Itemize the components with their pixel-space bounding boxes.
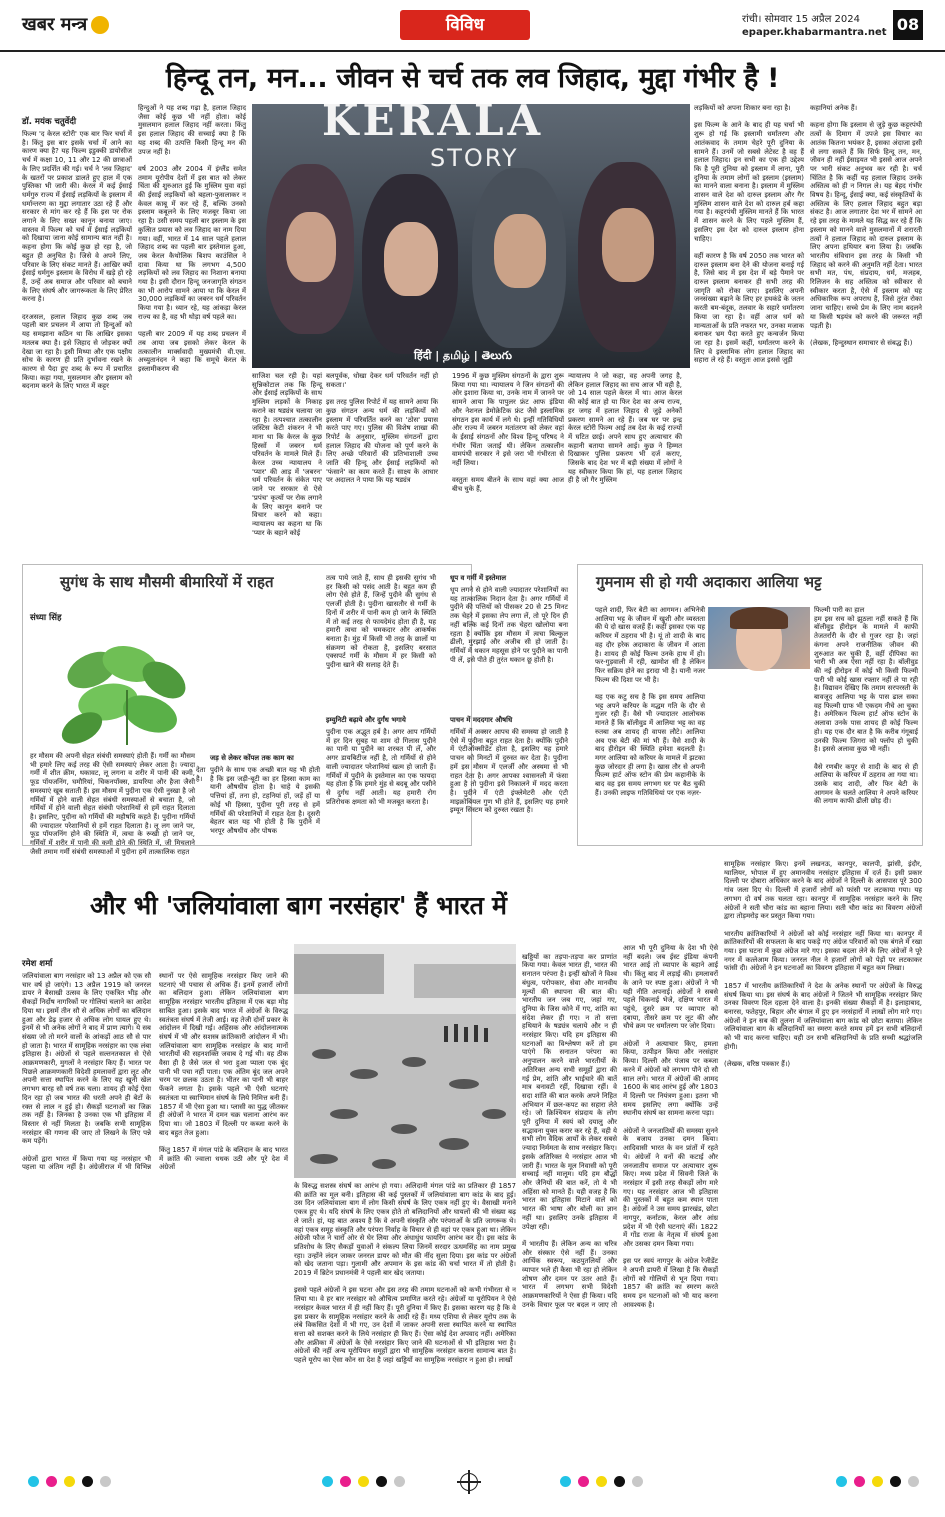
byline-story4: रमेश शर्मा bbox=[22, 959, 53, 969]
color-dot bbox=[596, 1476, 607, 1487]
story4-column-5: सामूहिक नरसंहार किए। इनमें लखनऊ, कानपुर, कालपी, झांसी, इंदौर, ग्वालियर, भोपाल में हुए अमानवीय नरसंहार इतिहास में दर्ज हैं। इसी प्रकार दिल्ली पर दोबारा अधिकार करने के बाद अंग्रेजों ने दिल्ली के आसपास पूरे 300 गांव जला दिए थे। दिल्ली में हजारों लोगों को फांसी पर लटकाया गया। यह लगभग दो वर्ष तक चलता रहा। कानपुर में सामूहिक नरसंहार करने के लिए अंग्रेजों ने सती चौरा कांड का बहाना लिया। सती चौरा कांड का विवरण अंग्रेजों द्वारा तोड़मरोड़ कर प्रस्तुत किया गया। भारतीय क्रांतिकारियों ने अंग्रेजों को कोई नरसंहार नहीं किया था। कानपुर में क्रांतिकारियों की सफलता के बाद पकड़े गए अंग्रेज परिवारों को एक बंगले में रखा गया। इस घटना में कुछ अंग्रेज मारे गए। इसका बदला लेने के लिए अंग्रेजों ने पूरे नगर में कत्लेआम किया। जनरल नील ने हजारों लोगों को पेड़ों पर लटकाकर फांसी दी। अंग्रेजों ने इन घटनाओं का विवरण इतिहास में बहुत कम लिखा। 1857 में भारतीय क्रांतिकारियों ने देश के अनेक स्थानों पर अंग्रेजों के विरुद्ध संघर्ष किया था। इस संघर्ष के बाद अंग्रेजों ने जितने भी सामूहिक नरसंहार किए उनका विवरण दिल दहला देने वाला है। इनकी संख्या सैकड़ों में है। इलाहाबाद, बनारस, फतेहपुर, बिहार और बंगाल में हुए इन नरसंहारों में लाखों लोग मारे गए। अंग्रेजों ने इन सब की तुलना में जलियांवाला बाग कांड को छोटा बताया। लेकिन जलियांवाला बाग के बलिदानियों का स्मरण करते समय हमें इन सभी बलिदानों को भी याद करना चाहिए। यही उन सभी बलिदानियों के प्रति सच्ची श्रद्धांजलि होगी। (लेखक, वरिष्ठ पत्रकार हैं।) bbox=[724, 860, 922, 1069]
story1-column-8: कहानियां अनेक हैं। कहना होगा कि इस्लाम से जुड़े कुछ कट्टरपंथी तत्वों के दिमाग में उपजे इस विचार का आतंक कितना भयंकर है, इसका अंदाजा इसी से लगा सकते हैं कि सिर्फ हिन्दू तन, मन, जीवन ही नहीं ईसाइयत भी इससे आज अपने पर भारी संकट अनुभव कर रही है। चर्च चिंतित है कि कहीं यह हलाल जिहाद उनके अस्तित्व को ही न निगल ले। यह बेहद गंभीर विषय है। हिन्दू, ईसाई क्या, कई संस्कृतियों के अस्तित्व के लिए हलाल जिहाद बहुत बड़ा संकट है। आज लगातार देश भर में सामने आ रहे इस तरह के मामले यह सिद्ध कर रहे हैं कि इस्लाम को मानने वाले मुसलमानों में शरारती तत्वों ने हलाल जिहाद को दारुल इस्लाम के लिए अपना हथियार बना लिया है। जबकि भारतीय संविधान इस तरह के किसी भी जिहाद को करने की अनुमति नहीं देता। भारत सभी मत, पंथ, संप्रदाय, धर्म, मजहब, रिलिजन के सह अस्तित्व को स्वीकार से स्वीकार करता है, ऐसे में इस्लाम को यह अधिकारिक रूप अपराध है, जिसे तुरंत रोका जाना चाहिए। सच्चे प्रेम के लिए नाम बदलने या किसी षड़यंत्र को करने की जरूरत नहीं पड़ती है। (लेखक, हिन्दुस्थान समाचार से संबद्ध हैं।) bbox=[810, 104, 922, 347]
color-dot bbox=[358, 1476, 369, 1487]
story4-column-3: खड्डियों का तड़पा-तड़पा कर प्राणांत किया गया। केवल भारत ही, भारत की सनातन परंपरा है। इन्हीं खोजों ने विश्व बंधुत्व, परोपकार, सेवा और मानवीय मूल्यों की स्थापना की बात की। भारतीय जन जब गए, जहां गए, दुनिया के जिस कोने में गए, शांति का संदेश लेकर ही गए। न तो सत्ता हथियाने के षड्यंत्र चलाये और न ही नरसंहार किए। यदि हम इतिहास की घटनाओं का विश्लेषण करें तो हम पाएंगे कि सनातन परंपरा का अनुपालन करने वाले भारतीयों के अतिरिक्त अन्य सभी समूहों द्वारा की गई प्रेम, शांति और भाईचारे की बातें मात्र बनावटी रहीं, दिखावा रहीं। वे सदा शांति की बात करके अपने निहित अभियान में छल-कपट का सहारा लेते रहे। जो क्रिश्चियन संप्रदाय के लोग पूरी दुनिया में स्वयं को दयालु और सद्भावना युक्त करार कर रहे हैं, वही ये सभी लोग वैदिक आर्यों के लेकर सबसे ज्यादा निर्ममता के साथ नरसंहार किए। इसके अतिरिक्त ये नरसंहार आज भी जारी हैं। भारत के मूल निवासी को पूरी सच्चाई नहीं मालूम। यदि हम बौद्धों और जैनियों की बात करें, तो ये भी अहिंसा को मानते हैं। यही वजह है कि भारत का इतिहास मिटाने वाले को भारत की भाषा और बोली का ज्ञान नहीं था। इसलिए उनके इतिहास में उपेक्षा रही। bbox=[522, 952, 617, 1231]
color-dot bbox=[908, 1476, 919, 1487]
story1-column-4: बलपूर्वक, धोखा देकर धर्म परिवर्तन नहीं हो सकता।' इस तरह पुलिस रिपोर्ट में यह सामने आया कि कुछ संगठन अन्य धर्म की लड़कियों को इस्लाम में परिवर्तित करने का 'ठोस' प्रयास करते पाए गए। पुलिस की विशेष शाखा की रिपोर्ट के अनुसार, मुस्लिम संगठनों द्वारा हलाल जिहाद की योजना को पूर्ण करने के लिए अच्छे परिवारों की प्रतिभाशाली उच्च जाति की हिन्दू और ईसाई लड़कियों को 'फंसाने' का काम करते हैं। साक्ष्य के आधार पर अदालत ने पाया कि यह षड्यंत्र bbox=[326, 372, 438, 485]
logo-text: खबर मन्त्र bbox=[22, 14, 88, 35]
story2-column-4: धूप लगने से होने वाली ज्यादातर परेशानियों का यह तात्कालिक निदान देता है। अगर गर्मियों में पुदीने की पत्तियों को पीसकर 20 से 25 मिनट तक चेहरे में इसका लेप लगा लें, तो पूरे दिन ही नहीं बल्कि कई दिनों तक चेहरा खोलोया बना रहता है क्योंकि इस मौसम में त्वचा बिल्कुल ढीली, मुरझाई और अजीब सी हो जाती है। गर्मियों में थकान महसूस होने पर पुदीने का पानी पी लें, इसे पीते ही तुरंत थकान छू होती है। bbox=[450, 586, 568, 664]
color-dot bbox=[340, 1476, 351, 1487]
subhead-immunity: इम्युनिटी बढ़ाये और दुर्गंध भगाये bbox=[326, 716, 406, 724]
color-dot bbox=[578, 1476, 589, 1487]
headline-mint: सुगंध के साथ मौसमी बीमारियों में राहत bbox=[60, 573, 274, 591]
story3-column-1: पहले शादी, फिर बेटी का आगमन। अभिनेत्री आलिया भट्ट के जीवन में खुशी और व्यस्तता की ये दो खास वजहें हैं। कहीं इसका एक यह करियर में ठहराव भी है। यूं तो शादी के बाद वह दौर हरेक अदाकारा के जीवन में आता है। शायद ही कोई फिल्म उनके हाथ में हो। फर-गुड़वाली में रही, खामोश सी है लेकिन फिर सक्रिय होने का इरादा भी है। यानी नजर फिल्म की दिशा पर भी है। यह एक कटु सच है कि इस समय आलिया भट्ट अपने करियर के मद्धम गति के दौर से गुजर रही हैं। वैसे भी ज्यादातर आलोचक मानते हैं कि बॉलीवुड में आलिया भट्ट का वह रुतबा अब शायद ही वापस लौटे। आलिया अब एक बेटी की मां भी हैं। वैसे शादी के बाद हीरोइन की स्थिति हमेशा बदलती है। मगर आलिया को करियर के मामले में झटका कुछ जोरदार ही लगा है। खास तौर से अपनी फिल्म हार्ट ऑफ स्टोन की प्रेम कहानीके के बाद वह इस समय लगभग घर पर बैठ चुकी हैं। उनकी लाइफ गतिविधियां पर एक नज़र- bbox=[595, 606, 705, 797]
story1-column-1: फिल्म 'द केरल स्टोरी' एक बार फिर चर्चा में है। किंतु इस बार इसके चर्चा में आने का कारण क्या है? यह फिल्म इडुक्की डायोसीज चर्च में कक्षा 10, 11 और 12 की छात्राओं के लिए प्रदर्शित की गई। चर्च ने 'लव जिहाद' के खतरों पर प्रकाश डालते हुए हाल में एक पुस्तिका भी जारी की। केरल में कई ईसाई धर्मगुरु राज्य में ईसाई लड़कियों के इस्लाम में धर्मान्तरण का मुद्दा लगातार उठा रहे हैं और सरकार से मांग कर रहे हैं कि इस पर रोक लगाने के लिए सख्त कानून बनाया जाए। वास्तव में फिल्म को चर्च में ईसाई लड़कियों को दिखाया जाना कोई सामान्य बात नहीं है। कहना होगा कि कोई कुछ हो रहा है, जो बहुत ही अनुचित है। जिसे वे अपने लिए, परिवार के लिए संकट मानते हैं। आखिर क्यों ईसाई धर्मगुरु इस्लाम के विरोध में खड़े हो रहे हैं, उन्हें अब समाज और परिवार को बचाने के लिए संघर्ष और जागरूकता के लिए प्रेरित करना है। दरअसल, हलाल जिहाद कुछ शब्द जब पहली बार प्रचलन में आया तो हिन्दुओं को यह समझाना कठिन था कि आखिर इसका मतलब क्या है। इसे जिहाद से जोड़कर क्यों देखा जा रहा है। इसी मिथ्या और एक पक्षीय सोच के कारण ही प्रति दुर्भावना रखने के कारण से पैदा हुए शब्द के रूप में प्रचारित किया। कहा गया, मुसलमान और इस्लाम को बदनाम करने के लिए भारत में कट्टर bbox=[22, 130, 132, 391]
story2-column-3: तत्व पाये जाते हैं, साथ ही इसकी सुगंध भी हर किसी को पसंद आती है। बहुत कम ही लोग ऐसे होते हैं, जिन्हें पुदीने की सुगंध से एलर्जी होती है। पुदीना खासतौर से गर्मी के दिनों में शरीर में पानी कम हो जाने के स्थिति में तो कई तरह से फायदेमंद होता ही है, यह हमारी त्वचा को चमकदार और आकर्षक बनाता है। मुंह में किसी भी तरह के छालों या संक्रमण को रोकता है, इसलिए बरसात एक्सपर्ट गर्मी के मौसम में हर किसी को पुदीना खाने की सलाह देते हैं। bbox=[326, 574, 436, 670]
mint-leaves-image bbox=[52, 640, 202, 748]
color-dot bbox=[560, 1476, 571, 1487]
poster-subtitle: STORY bbox=[430, 144, 519, 172]
face-3 bbox=[494, 214, 546, 288]
subhead-root-to-shoot: जड़ से लेकर कोंपल तक काम का bbox=[210, 754, 294, 762]
story1-column-5: 1996 में कुछ मुस्लिम संगठनों के द्वारा शुरू किया गया था। न्यायालय ने जिन संगठनों की ओर इशारा किया था, उनके नाम में जानने पर सामने आया कि पापुलर फ्रंट आफ इंडिया और नेशनल डेमोक्रेटिक फ्रंट जैसे इस्लामिक संगठन इस कार्य में लगे थे। इन्हीं गतिविधियों और राज्य में जबरन मतांतरण को लेकर वहां के ईसाई संगठनों और विश्व हिन्दू परिषद ने गंभीर चिंता जताई थी। लेकिन तत्कालीन वामपंथी सरकार ने इसे जरा भी गंभीरता से नहीं लिया। वस्तुतः समय बीतने के साथ वहां क्या आज बीच चुके हैं, bbox=[452, 372, 564, 494]
story1-column-6: न्यायालय ने जो कहा, वह अपनी जगह है, लेकिन हलाल जिहाद का सच आज भी वही है, जो 14 साल पहले केरल में था। आज केरल की कोई बात हो या फिर देश का अन्य राज्य, हर जगह में हलाल जिहाद से जुड़े अनेकों प्रकरण सामने आ रहे हैं। जब घर पर इन्द्र केरल स्टोरी फिल्म आई तब देश के कई राज्यों में घटित छाई। अपने साथ हुए अत्याचार की कहानी बताया सामने आई। कुछ ने हिम्मत दिखाकर पुलिस प्रकरण भी दर्ज कराए, जिसके बाद देश भर में बड़ी संख्या में लोगों ने यह स्वीकार किया कि हां, यह हलाल जिहाद ही है जो गैर मुस्लिम bbox=[568, 372, 682, 485]
color-dot bbox=[872, 1476, 883, 1487]
face-2 bbox=[384, 222, 438, 296]
color-dot bbox=[28, 1476, 39, 1487]
color-dot bbox=[376, 1476, 387, 1487]
story2-column-1-end: देता है। bbox=[196, 766, 206, 783]
page-number: 08 bbox=[893, 10, 923, 40]
color-dot bbox=[836, 1476, 847, 1487]
story2-col-intro-space bbox=[30, 628, 195, 642]
color-dot bbox=[632, 1476, 643, 1487]
story1-column-3: साजिश चल रही है। यहां सुन्निकोटाल तक कि हिन्दू और ईसाई लड़कियों के साथ मुस्लिम लड़कों के निकाह कराने का षड्यंत्र चलाया जा रहा है। तत्पश्चात तत्कालीन जस्टिस केटी शंकरन ने भी माना था कि केरल के कुछ हिस्सों में जबरन धर्म परिवर्तन के मामले मिले हैं। केरल उच्च न्यायालय ने 'प्यार' की आड़ में 'जबरन' धर्म परिवर्तन के संकेत पाए जाने पर सरकार से ऐसे 'प्रपंच' कृत्यों पर रोक लगाने के लिए कानून बनाने पर विचार करने को कहा। न्यायालय का कहना था कि 'प्यार के बहाने कोई bbox=[252, 372, 322, 537]
story2-column-1: हर मौसम की अपनी सेहत संबंधी समस्याएं होती हैं। गर्मी का मौसम भी हमारे लिए कई तरह की ऐसी समस्याएं लेकर आता है। ज्यादा गर्मी में शीत क्रीम, थकावट, लू लगना व शरीर में पानी की कमी, फूड पॉयजनिंग, घमौरियां, चिकनपॉक्स, डायरिया और हैजा जैसी समस्याएं खूब सताती हैं। इस मौसम में पुदीना एक ऐसी नुस्खा है जो गर्मियों में होने वाली सेहत संबंधी समस्याओं से बचाता है, जो गर्मियों में होने वाली सेहत संबंधी परेशानियों से हमें राहत दिलाता है। इसलिए, पुदीना को गर्मियों की महौषधि कहते हैं। पुदीना गर्मियों की ज्यादातर परेशानियों से हमें राहत दिलाता है। लू लग जाने पर, फूड पॉयजनिंग होने की स्थिति में, त्वचा के रूखी हो जाने पर, गर्मियों में शरीर में पानी की कमी होने की स्थिति में, जी मिचलाने जैसी तमाम गर्मी संबंधी समस्याओं में पुदीना हमें तात्कालिक राहत bbox=[30, 752, 195, 856]
masthead bbox=[0, 0, 945, 52]
byline-story2: संध्या सिंह bbox=[30, 613, 62, 623]
byline-story1: डॉ. मयंक चतुर्वेदी bbox=[22, 117, 77, 127]
story1-column-2: हिन्दुओं ने यह शब्द गढ़ा है, हलाल जिहाद जैसा कोई कुछ भी नहीं होता। कोई मुसलमान हलाल जिहाद नहीं करता। किंतु इस हलाल जिहाद की सच्चाई क्या है कि यह शब्द की उत्पत्ति किसी हिन्दू मन की उपज नहीं है। वर्ष 2003 और 2004 में इंग्लैंड समेत तमाम यूरोपीय देशों में इस बात को लेकर चिंता की शुरुआत हुई कि मुस्लिम युवा वहां की ईसाई लड़कियों को बहला-फुसलाकर न केवल काबू में कर रहे हैं, बल्कि उनको इस्लाम कबूलने के लिए मजबूर किया जा रहा है। उसी समय पहली बार इस्लाम के इस कुत्सित प्रयास को लव जिहाद का नाम दिया गया। वहीं, भारत में 14 साल पहले हलाल जिहाद शब्द का पहली बार इस्तेमाल हुआ, जब केरल कैथोलिक बिशप काउंसिल ने दावा किया था कि लगभग 4,500 लड़कियों को लव जिहाद का निशाना बनाया गया है। इसी दौरान हिन्दू जनजागृति संगठन का भी आरोप सामने आया था कि केरल में 30,000 लड़कियों का जबरन धर्म परिवर्तन किया गया है। ध्यान रहे, यह आंकड़ा केरल राज्य का है, वह भी थोड़ा वर्ष पहले का। पहली बार 2009 में यह शब्द प्रचलन में तब आया जब इसको लेकर केरल के तत्कालीन मार्क्सवादी मुख्यमंत्री वी.एस. अच्युतानंदन ने कहा कि समूचे केरल के इस्लामीकरण की bbox=[138, 104, 246, 374]
story2-column-3b: पुदीना एक अद्भुत हर्ब है। अगर आप गर्मियों में हर दिन सुबह या शाम दो गिलास पुदीने का पानी या पुदीने का शरबत पी लें, और अगर डायबिटीज नहीं है, तो गर्मियों से होने वाली ज्यादातर परेशानियां खत्म हो जाती हैं। गर्मियों में पुदीने के इस्तेमाल का एक फायदा यह होता है कि हमारे मुंह से बदबू और पसीने से दुर्गंध नहीं आती। यह हमारी रोग प्रतिरोधक क्षमता को भी मजबूत करता है। bbox=[326, 728, 436, 806]
subhead-sun-heat: धूप व गर्मी में इस्तेमाल bbox=[450, 574, 507, 582]
color-dot bbox=[64, 1476, 75, 1487]
poster-languages: हिंदी | தமிழ் | తెలుగు bbox=[414, 349, 512, 362]
color-dot bbox=[614, 1476, 625, 1487]
section-tab[interactable]: विविध bbox=[400, 10, 530, 40]
story2-column-4b: गर्मियों में अक्सर आपच की समस्या हो जाती है ऐसे में पुदीना बहुत राहत देता है। क्योंकि पुदीने में एंटीऑक्सीडेंट होता है, इसलिए यह हमारे पाचन को मिनटों में दुरुस्त कर देता है। पुदीना हमें इस मौसम में एलर्जी और अस्थमा से भी राहत देता है। अगर आपका श्वासनली में फंसा हुआ है तो पुदीना इसे निकालने में मदद करता है। पुदीने में एंटी इंफ्लेमेटरी और एंटी माइक्रोबियल गुण भी होते हैं, इसलिए यह हमारे इम्यून सिस्टम को दुरुस्त रखता है। bbox=[450, 728, 568, 815]
color-dot bbox=[394, 1476, 405, 1487]
poster-title: KERALA bbox=[322, 96, 545, 145]
color-dot bbox=[854, 1476, 865, 1487]
face-1 bbox=[286, 212, 336, 282]
face-4 bbox=[602, 208, 654, 282]
story3-column-2: फिल्मी पारी का हाल हम इस सच को झुठला नहीं सकते हैं कि बॉलीवुड हीरोइन के मामले में काफी तेजतर्रारी के दौर से गुजर रहा है। जहां कंगना अपने राजनीतिक जीवन की शुरुआत कर चुकी हैं, वहीं दीपिका का भारी भी अब ऐसा नहीं रहा है। बॉलीवुड की नई हीरोइन में कोई भी किसी फिल्मी पारी भी कोई खास रफ्तार नहीं ले पा रही है। विद्यावन देखिए कि तमाम सरपरस्ती के बावजूद आलिया भट्ट के पास ढाल सका वह फिल्मी ग्राफ भी एकदम नीचे आ चुका है। अमेरिकन फिल्म हार्ट ऑफ स्टोन के अलावा उनके पास शायद ही कोई फिल्म हो। यह एक दौर बात है कि करीब गंगूबाई उनकी फिल्म जिगरा को फ्लॉप हो चुकी है। इससे अलावा कुछ भी नहीं। वैसे रणबीर कपूर से शादी के बाद से ही आलिया के करियर में ठहराव आ गया था। उसके बाद शादी, और फिर बेटी के आगमन के चलते आलिया ने अपने करियर की लगाम काफी ढीली छोड़ दी। bbox=[814, 606, 918, 806]
kerala-story-poster bbox=[252, 96, 690, 368]
headline-love-jihad: हिन्दू तन, मन... जीवन से चर्च तक लव जिहाद, मुद्दा गंभीर है ! bbox=[165, 63, 780, 94]
actress-photo bbox=[708, 607, 810, 669]
logo-badge-icon bbox=[91, 16, 109, 34]
site-link[interactable]: epaper.khabarmantra.net bbox=[742, 27, 887, 38]
story4-column-4: में भारतीय हैं। लेकिन अन्य का चरित्र और संस्कार ऐसे नहीं हैं। उनका आर्थिक स्वरूप, कठपुतलियों और व्यापार भले ही कैसा भी रहा हो लेकिन शोषण और दमन पर उतर आते हैं। भारत में लगभग सभी विदेशी आक्रमणकारियों ने ऐसा ही किया। यदि उनके विचार फूल पर बदल न जाए तो आज भी पूरी दुनिया के देश भी ऐसे नहीं बदले। जब ईस्ट इंडिया कंपनी भारत आई तो व्यापार के बहाने आई थी। किंतु बाद में लड़ाई की। हमलावरों के आने पर स्पष्ट हुआ। अंग्रेजों ने भी यही नीति अपनाई। अंग्रेजों ने सबसे पहले चिकनाई भेजे, दक्षिण भारत में पहुंचे, दुसरे क्रम पर व्यापार को दबाया, तीसरे क्रम पर लूट की और चौथे क्रम पर धर्मांतरण पर जोर दिया। अंग्रेजों ने अत्याचार किए, हमला किया, उत्पीड़न किया और नरसंहार किया। दिल्ली और पंजाब पर कब्जा करने में अंग्रेजों को लगभग पौने दो सौ साल लगे। भारत में अंग्रेजों की आमद 1600 के बाद आरंभ हुई और 1803 में दिल्ली पर नियंत्रण हुआ। इतना भी समय इसलिए लगा क्योंकि उन्हें स्थानीय संघर्ष का सामना करना पड़ा। अंग्रेजों ने जनजातियों की समस्या सुनने के बजाय उनका दमन किया। आदिवासी भारत के वन प्रांतों में रहते थे। अंग्रेजों ने वनों की कटाई और जनजातीय समाज पर अत्याचार शुरू किए। मध्य प्रदेश में सिवनी जिले के नरसंहार में इसी तरह सैकड़ों लोग मारे गए। यह नरसंहार आज भी इतिहास की पुस्तकों में बहुत कम स्थान पाता है। अंग्रेजों ने उस समय झारखंड, छोटा नागपुर, कर्नाटक, केरल और आंध्र प्रदेश में भी ऐसी घटनाएं कीं। 1822 में गोंड राजा के नेतृत्व में संघर्ष हुआ और उसका दमन किया गया। इस पर स्वयं नागपुर के अंग्रेज रेजीडेंट ने अपनी डायरी में लिखा है कि सैकड़ों लोगों को गोलियों से भून दिया गया। 1857 की क्रांति का स्मरण करते समय इन घटनाओं को भी याद करना आवश्यक है। bbox=[522, 944, 718, 1309]
story4-column-2: के विरुद्ध सशस्त्र संघर्ष का आरंभ हो गया। अलिदानी मंगल पांडे का प्रतिकार ही 1857 की क्रांति का मूल बनी। इतिहास की कई पुस्तकों में जलियांवाला बाग कांड के बाद हुई। उस दिन जलियांवाला बाग में लोग किसी संघर्ष के लिए एकत्र नहीं हुए थे। वैसाखी मनाने एकत्र हुए थे। यदि संघर्ष के लिए एकत्र होते तो बलिदानियों और घायलों की भी संख्या बढ़ ले जाते। हां, यह बात अवश्य है कि वे अपनी संस्कृति और परंपराओं के प्रति जागरूक थे। वहां एकत्र समूह संस्कृति और परंपरा निर्वाह के विचार से ही वहां पर एकत्र हुआ था। लेकिन अंग्रेजी फौज ने चारों ओर से घेर लिया और अंधाधुंध फायरिंग आरंभ कर दी। इस कांड के प्रतिशोध के लिए सैकड़ों युवाओं ने संकल्प लिया जिनमें सरदार ऊधमसिंह का नाम प्रमुख रहा। उन्होंने लंदन जाकर जनरल डायर को मौत की नींद सुला दिया। इस कांड पर अंग्रेजों को खेद जताना पड़ा। गुलामी और अपमान के इस कांड की चर्चा भारत में तो होती है। 2019 में ब्रिटेन प्रधानमंत्री ने पहली बार खेद जताया। इससे पहले अंग्रेजों ने इस घटना और इस तरह की तमाम घटनाओं को कभी गंभीरता से न लिया था। वे हर बार नरसंहार को औचित्य प्रमाणित करते रहे। अंग्रेजों या यूरोपियन ने ऐसे नरसंहार केवल भारत में ही नहीं किए हैं। पूरी दुनिया में किए हैं। इसका कारण यह है कि वे इस प्रकार के सामूहिक नरसंहार करने के आदी रहे हैं। मध्य एशिया से लेकर यूरोप तक के लंबे विकसित देशों में भी गए, उन देशों में जाकर अपनी सत्ता स्थापित करने या स्थापित सत्ता को सशक्त करने के लिये नरसंहार ही किए हैं। ऐसा कोई देश अपवाद नहीं। अमेरिका और अफ्रीका में अंग्रेजों के ऐसे नरसंहार किए जाने की घटनाओं से भी इतिहास भरा है। अंग्रेजों की नहीं अन्य यूरोपियन समूहों द्वारा भी सामूहिक नरसंहार कराना सामान्य बात है। पहले यूरोप का ऐसा कोन सा देश है जहां खड्डियों का सामूहिक नरसंहार न हुआ हो। लाखों bbox=[294, 1182, 516, 1365]
story2-pad bbox=[30, 632, 50, 638]
color-dot bbox=[82, 1476, 93, 1487]
story1-column-7: लड़कियों को अपना शिकार बना रहा है। इस फिल्म के आने के बाद ही यह चर्चा भी शुरू हो गई कि इस्लामी धर्मांतरण और आतंकवाद के तमाम चेहरे पूरी दुनिया के सामने हैं। उनमें जो सबसे लेटेस्ट है वह हैं हलाल जिहाद। इन सभी का एक ही उद्देश्य कि है पूरी दुनिया को इस्लाम में लाना, पूरी दुनिया के तमाम लोगों को इस्लाम (इस्लाम) का मानने वाला बनाना है। इस्लाम में मुस्लिम शासन वाले देश को दारुल इस्लाम और गैर मुस्लिम शासन वाले देश को दारुल हर्ब कहा गया है। कट्टरपंथी मुस्लिम मानते हैं कि भारत में शासन करने के लिए पहले मुस्लिम हैं, इसलिए इस देश को दारुल इस्लाम होना चाहिए। वहीं कारण है कि वर्ष 2050 तक भारत को दारुल इस्लाम बना देने की योजना बनाई गई है, जिसे बाद में इस देश में बड़े पैमाने पर दारुल इस्लाम बनाकर ही सभी तरह की जागृति को रोका जाए। इसलिए अपनी जनसंख्या बढ़ाने के लिए हर हथकंडे के जतन करती बम-बंदूक, तलवार के सहारे धर्मांतरण किया जा रहा है। वहीं आज धर्म को मान्यताओं के प्रति नफरत भर, उनका मजाक बनाकर भ्रम पैदा करते हुए कन्वर्जन किया जा रहा है। इसमें कहीं, धर्मांतरण करने के लिए वे इस्लामिक लोग हलाल जिहाद का सहारा ले रहे हैं। वस्तुतः आज इससे जुड़ी bbox=[694, 104, 804, 365]
date-text: रांची। सोमवार 15 अप्रैल 2024 bbox=[742, 14, 860, 25]
headline-alia: गुमनाम सी हो गयी अदाकारा आलिया भट्ट bbox=[596, 573, 822, 591]
subhead-digestion: पाचन में मददगार औषधि bbox=[450, 716, 513, 724]
color-dot bbox=[890, 1476, 901, 1487]
dateline bbox=[742, 13, 887, 39]
color-dot bbox=[322, 1476, 333, 1487]
story4-column-1: जलियांवाला बाग नरसंहार को 13 अप्रैल को एक सौ चार वर्ष हो जाएंगे। 13 अप्रैल 1919 को जनरल डायर ने बैसाखी उत्सव के लिए एकत्रित भीड़ और सैकड़ों निर्दोष नागरिकों पर गोलियां चलाने का आदेश दिया था। इसमें तीन सौ से अधिक लोगों का बलिदान हुआ और डेढ़ हजार से अधिक लोग घायल हुए थे। इनमें से भी अनेक लोगों ने बाद में प्राण त्यागे। ये सब संख्या जो तो मरने वालों के आंकड़ों आठ सौ से पार हो जाता है। भारत में सामूहिक नरसंहार का एक लंबा इतिहास है। अंग्रेजों से पहले सल्तनतकाल से ऐसे आक्रमणकारी, मुगलों ने नरसंहार किए हैं। भारत पर पिछले आक्रमणकारी विदेशी हमलावरों द्वारा लूट और अपनी सत्ता स्थापित करने के लिए यह खूनी खेल लगभग बारह सौ वर्ष तक चला। शायद ही कोई ऐसा दिन रहा हो जब भारत की धरती अपने ही बेटों के रक्त से लाल न हुई हो। सैकड़ों घटनाओं का जिक्र तक नहीं है। जिनका है उनका एक भी इतिहास में विस्तार से नहीं मिलता है। जबकि सभी सामूहिक नरसंहार की गणना की जाए तो लिखने के लिए पन्ने कम पड़ेंगे। अंग्रेजों द्वारा भारत में किया गया यह नरसंहार भी पहला या अंतिम नहीं है। अंग्रेजीराज में भी विभिन्न स्थानों पर ऐसे सामूहिक नरसंहार किए जाने की घटनाएं भी पचास से अधिक हैं। इनमें हजारों लोगों का बलिदान हुआ। लेकिन जलियांवाला बाग सामूहिक नरसंहार भारतीय इतिहास में एक बड़ा मोड़ साबित हुआ। इसके बाद भारत में अंग्रेजों के विरुद्ध स्वतंत्रता संघर्ष में तेजी आई। वह तेजी दोनों प्रकार के आंदोलन में दिखी गई। अहिंसक और आंदोलनात्मक संघर्ष में भी और सशस्त्र क्रांतिकारी आंदोलन में भी। जलियांवाला बाग सामूहिक नरसंहार के बाद मानों भारतीयों की सहनशक्ति जवाब दे गई थी। वह ठीक वैसा ही है जैसे जल से भरा हुआ प्याला एक बूंद पानी भी पचा नहीं पाता। एक अंतिम बूंद जल अपने चरम पर छलक उठता है। भीतर का पानी भी बाहर फेंकने लगता है। इसके पहले भी ऐसी घटनाएं स्वतंत्रता या स्वाभिमान संघर्ष के लिये निमित्त बनी हैं। 1857 में भी ऐसा हुआ था। प्लासी का युद्ध जीतकर ही अंग्रेजों ने भारत में दमन चक्र चलाना आरंभ कर दिया था। जो 1803 में दिल्ली पर कब्जा करने के बाद बहुत तेज हुआ। किंतु 1857 में मंगल पांडे के बलिदान के बाद भारत में क्रांति की ज्वाला धधक उठी और पूरे देश में अंग्रेजों bbox=[22, 972, 288, 1172]
headline-jallianwala: और भी 'जलियांवाला बाग नरसंहार' हैं भारत में bbox=[90, 891, 507, 920]
story4-column-3-4 bbox=[522, 944, 718, 1460]
newspaper-logo[interactable] bbox=[22, 12, 109, 36]
story2-column-2: पुदीने के साथ एक अच्छी बात यह भी होती है कि इस जड़ी-बूटी का हर हिस्सा काम का यानी औषधीय होता है। चाहे ये इसकी पत्तियां हों, तना हो, टहनियां हों, जड़ें हों या कोई भी हिस्सा, पुदीना पूरी तरह से हमें गर्मियों की परेशानियों में राहत देता है। दूसरी बेहतर बात यह भी होती है कि पुदीने में भरपूर औषधीय और पोषक bbox=[210, 766, 320, 835]
registration-mark-icon bbox=[460, 1473, 478, 1491]
massacre-illustration bbox=[294, 944, 516, 1178]
color-dot bbox=[46, 1476, 57, 1487]
color-dot bbox=[100, 1476, 111, 1487]
